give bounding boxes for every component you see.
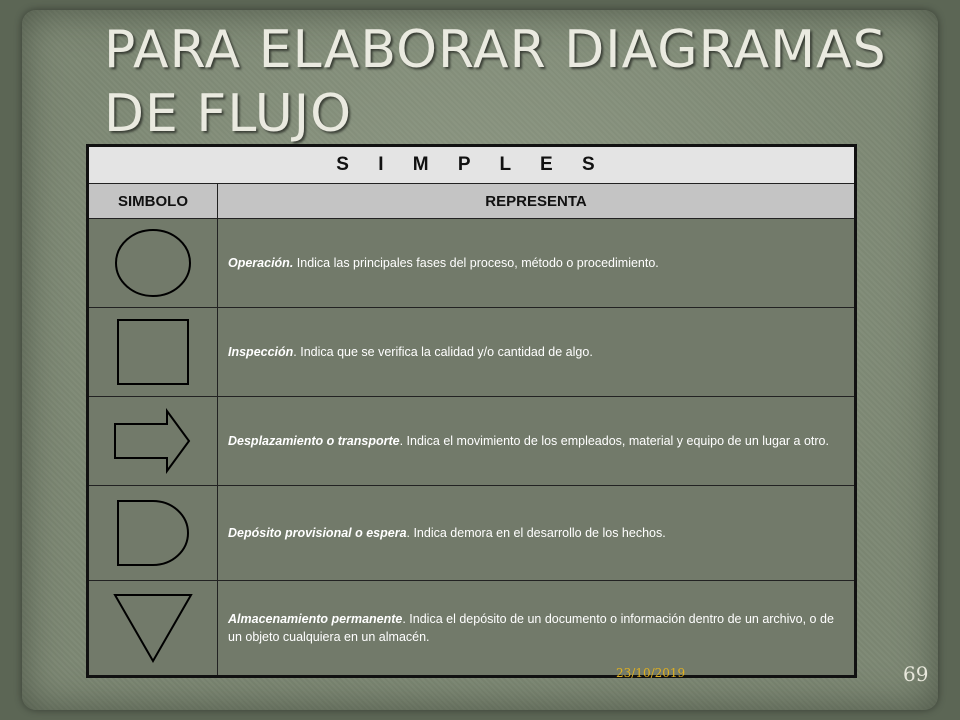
symbol-description: Indica las principales fases del proceso, método o procedimiento.	[293, 256, 659, 270]
symbol-cell	[88, 581, 218, 677]
description-cell	[218, 581, 856, 677]
arrow-right-icon	[111, 408, 195, 474]
symbol-description: . Indica demora en el desarrollo de los hechos.	[406, 526, 666, 540]
column-header-represents: REPRESENTA	[218, 184, 856, 219]
square-icon	[113, 317, 193, 387]
symbol-description: . Indica el movimiento de los empleados, material y equipo de un lugar a otro.	[399, 434, 829, 448]
symbol-cell	[88, 219, 218, 308]
page-number: 69	[903, 662, 929, 686]
table-row	[88, 219, 856, 308]
symbol-term: Operación.	[228, 256, 294, 270]
symbol-term: Depósito provisional o espera	[228, 526, 407, 540]
description-cell	[218, 308, 856, 397]
symbol-description: . Indica que se verifica la calidad y/o cantidad de algo.	[293, 345, 593, 359]
flowchart-symbols-table	[86, 144, 857, 678]
triangle-down-icon	[111, 591, 195, 665]
slide-title	[104, 18, 924, 146]
description-cell	[218, 219, 856, 308]
symbol-term: Inspección	[228, 345, 294, 359]
table-row	[88, 581, 856, 677]
symbol-cell	[88, 397, 218, 486]
table-row	[88, 308, 856, 397]
description-cell	[218, 397, 856, 486]
table-row	[88, 486, 856, 581]
slide-title-line-1: PARA ELABORAR DIAGRAMAS	[104, 20, 887, 80]
slide-title-line-2: DE FLUJO	[104, 84, 353, 144]
table-row	[88, 397, 856, 486]
description-cell	[218, 486, 856, 581]
symbol-term: Desplazamiento o transporte	[228, 434, 400, 448]
symbol-cell	[88, 308, 218, 397]
column-header-symbol: SIMBOLO	[88, 184, 218, 219]
d-shape-icon	[113, 498, 193, 568]
symbol-description: . Indica el depósito de un documento o información dentro de un archivo, o de un objeto cualquiera en un almacén.	[228, 612, 834, 644]
circle-icon	[111, 227, 195, 299]
symbol-term: Almacenamiento permanente	[228, 612, 403, 626]
table-header-simples: S I M P L E S	[88, 146, 856, 184]
symbol-cell	[88, 486, 218, 581]
slide-date: 23/10/2019	[616, 666, 686, 680]
